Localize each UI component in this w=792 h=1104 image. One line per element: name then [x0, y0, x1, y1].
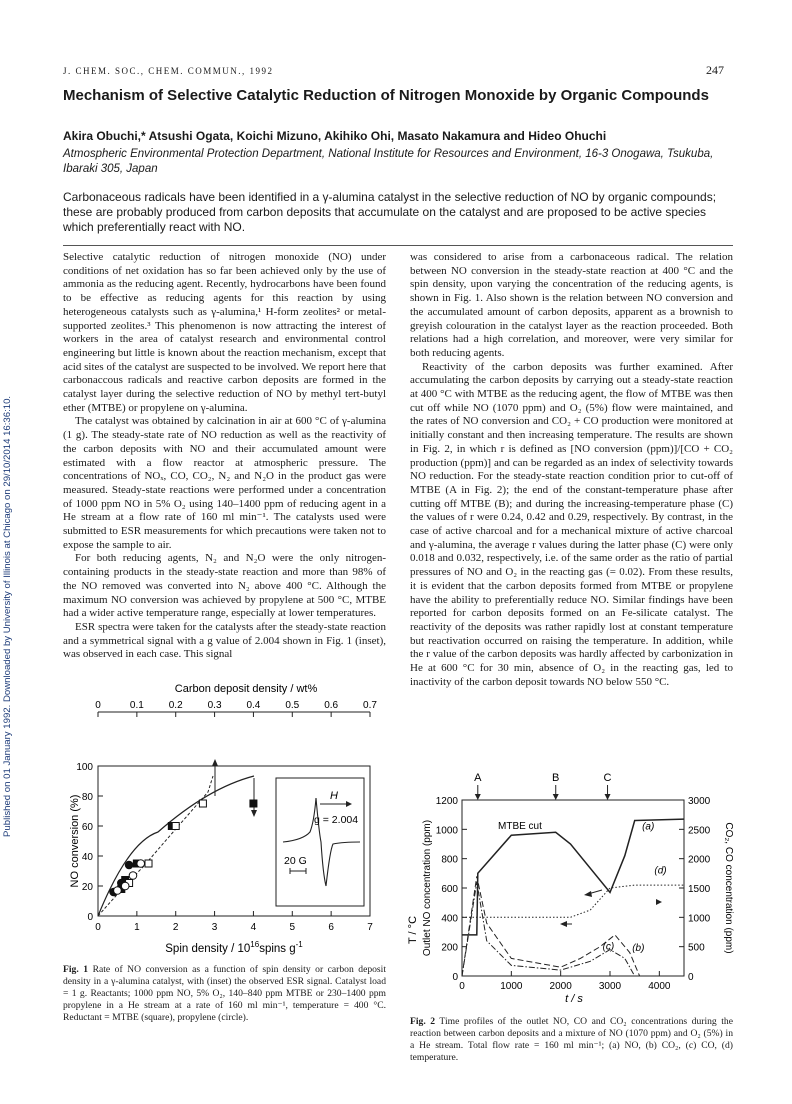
fig2-series-c [462, 882, 635, 976]
journal-header: J. CHEM. SOC., CHEM. COMMUN., 1992 [63, 66, 274, 76]
page-number: 247 [706, 63, 724, 77]
fig1-data-circle [121, 882, 129, 890]
fig2-left-tick-label: 1000 [435, 825, 458, 837]
fig1-x-tick-label: 1 [134, 922, 140, 933]
author-list: Akira Obuchi,* Atsushi Ogata, Koichi Mizuno, Akihiko Ohi, Masato Nakamura and Hideo Ohuchi [63, 129, 607, 143]
fig1-y-tick-label: 20 [81, 882, 93, 893]
fig1-top-tick-label: 0.7 [363, 700, 377, 711]
fig1-x-tick-label: 5 [289, 922, 296, 933]
fig2-x-tick-label: 0 [459, 981, 465, 992]
fig2-left-tick-label: 800 [441, 854, 458, 866]
caption-label: Fig. 1 [63, 964, 89, 975]
fig1-fit-curve-solid [98, 776, 254, 916]
mtbe-cut-label: MTBE cut [498, 821, 542, 832]
fig1-data-circle [114, 887, 122, 895]
fig2-series-d [462, 885, 684, 917]
fig2-temperature-axis-label: T / °C [407, 915, 419, 945]
fig2-right-tick-label: 1000 [688, 913, 711, 925]
fig1-x-tick-label: 0 [95, 922, 101, 933]
caption-text: Rate of NO conversion as a function of spin density or carbon deposit density in a γ-alumina catalyst, with (inset) the observed ESR signal. Catalyst load = 1 g. Reactants; 1000 ppm NO, 5% O₂, 140–840 ppm MTBE or 230–1400 ppm propylene in a He stream at a rate of 160 ml min⁻¹, temperature = 400 °C. Reductant = MTBE (square), propylene (circle). [63, 964, 386, 1023]
figure-1-caption [63, 964, 386, 1024]
fig2-left-tick-label: 0 [452, 972, 458, 983]
fig2-guide-arrowhead [584, 891, 592, 897]
fig1-y-tick-label: 60 [81, 822, 93, 833]
paragraph: For both reducing agents, N₂ and N₂O were the only nitrogen-containing products in the steady-state reaction and more than 98% of the NO removed was converted into N₂ above 400 °C. Although the maximum NO conversion was achieved by propylene at 500 °C, MTBE had a wider active temperature range, especially at lower temperatures. [63, 552, 386, 620]
fig1-x-tick-label: 6 [328, 922, 334, 933]
download-notice: Published on 01 January 1992. Downloaded by University of Illinois at Chicago on 29/10/2014 16:36:10. [2, 395, 13, 837]
fig1-arrowhead-down [251, 810, 257, 817]
fig1-x-tick-label: 3 [211, 922, 218, 933]
fig2-right-tick-label: 2000 [688, 854, 711, 866]
figure-1-chart [58, 682, 388, 960]
fig1-top-tick-label: 0.3 [207, 700, 222, 711]
fig1-y-tick-label: 40 [81, 852, 93, 863]
fig2-guide-arrowhead [560, 921, 567, 927]
fig2-right-tick-label: 2500 [688, 825, 711, 837]
paragraph: was considered to arise from a carbonaceous radical. The relation between NO conversion in the steady-state reaction at 400 °C and the spin density, upon varying the concentration of the reducing agents, is shown in Fig. 1. Also shown is the relation between NO conversion and the accumulated amount of carbon deposits, apparent as a brownish to greyish colouration in the catalyst layer as the reaction proceeded. Both relations had a high correlation, and moreover, were very similar for both reducing agents. [410, 251, 733, 359]
fig1-data-square [199, 800, 206, 807]
fig2-event-marker-B: B [552, 772, 560, 784]
fig1-x-axis-label [165, 940, 303, 955]
fig2-curve-label: (c) [602, 941, 615, 953]
fig2-curve-label: (b) [632, 943, 645, 955]
fig1-xlabel-base: Spin density / 10 [165, 943, 251, 955]
esr-g-value: g = 2.004 [314, 814, 359, 826]
fig2-guide-arrowhead [656, 899, 662, 905]
abstract: Carbonaceous radicals have been identified in a γ-alumina catalyst in the selective reduction of NO by organic compounds; these are probably produced from carbon deposits that accumulate on the catalyst and are proposed to be active species which preferentially react with NO. [63, 190, 717, 234]
fig2-series-b [462, 876, 640, 976]
fig1-data-square [250, 800, 257, 807]
caption-text: Time profiles of the outlet NO, CO and CO₂ concentrations during the reaction between carbon deposits and a mixture of NO (1070 ppm) and O₂ (5%) in a He stream. Total flow rate = 160 ml min⁻¹; (a) NO, (b) CO₂, (c) CO, (d) temperature. [410, 1016, 733, 1063]
fig2-left-tick-label: 200 [441, 942, 458, 954]
figure-2-caption [410, 1016, 733, 1064]
body-column-left [63, 251, 386, 662]
fig2-x-tick-label: 2000 [549, 981, 572, 992]
fig2-x-tick-label: 3000 [598, 981, 622, 992]
body-column-right [410, 251, 733, 690]
fig2-event-arrowhead [605, 794, 611, 800]
fig1-data-square [172, 823, 179, 830]
fig2-left-tick-label: 400 [441, 913, 458, 925]
fig1-top-tick-label: 0.1 [129, 700, 144, 711]
fig2-right-tick-label: 0 [688, 972, 694, 983]
fig2-right-tick-label: 1500 [688, 884, 711, 895]
fig1-y-tick-label: 80 [81, 792, 93, 803]
affiliation: Atmospheric Environmental Protection Department, National Institute for Resources and Environment, 16-3 Onogawa, Tsukuba, Ibaraki 305, Japan [63, 148, 714, 175]
fig1-arrowhead-up [212, 759, 218, 766]
fig1-data-square [145, 860, 152, 867]
fig2-series-a [462, 819, 684, 935]
fig1-top-axis-label: Carbon deposit density / wt% [174, 683, 318, 695]
article-title: Mechanism of Selective Catalytic Reduction of Nitrogen Monoxide by Organic Compounds [63, 87, 709, 104]
fig2-event-arrowhead [553, 794, 559, 800]
fig2-no-axis-label: Outlet NO concentration (ppm) [422, 819, 433, 957]
fig1-top-tick-label: 0.5 [285, 700, 300, 711]
paragraph: Selective catalytic reduction of nitrogen monoxide (NO) under conditions of net oxidation has so far been achieved only by the use of ammonia as the reducing agent. Recently, hydrocarbons have been found to be effective as reducing agents for this reaction by using heterogeneous catalysts such as γ-alumina,¹ H-form zeolites² or metal-supported zeolites.³ This phenomenon is now attracting the interest of workers in the area of catalyst research and environmental control engineering but little is known about the reaction mechanism, except that acid sites of the catalyst are suspected to be involved. We report here that carbonaccous radicals and reactive carbon deposits are formed in the catalyst layer during the selective reduction of NO by methyl tert-butyl ether (MTBE) or propylene on γ-alumina. [63, 251, 386, 414]
fig1-xlabel-exponent: 16 [250, 940, 260, 949]
fig1-x-tick-label: 7 [367, 922, 373, 933]
fig1-xlabel-unit: spins g [259, 943, 296, 955]
fig1-x-tick-label: 2 [172, 922, 179, 933]
fig2-right-tick-label: 500 [688, 942, 705, 954]
fig2-left-tick-label: 1200 [435, 796, 458, 807]
fig1-x-tick-label: 4 [250, 922, 257, 933]
fig2-curve-label: (a) [642, 821, 655, 833]
fig1-top-tick-label: 0 [95, 700, 101, 711]
fig1-top-tick-label: 0.4 [246, 700, 261, 711]
fig2-event-arrowhead [475, 794, 481, 800]
fig2-x-tick-label: 1000 [500, 981, 523, 992]
fig1-y-tick-label: 0 [87, 912, 93, 923]
fig1-data-circle [125, 861, 133, 869]
fig2-event-marker-A: A [474, 772, 482, 784]
fig2-right-tick-label: 3000 [688, 796, 711, 807]
fig2-event-marker-C: C [603, 772, 612, 784]
fig1-top-tick-label: 0.6 [324, 700, 339, 711]
caption-label: Fig. 2 [410, 1016, 436, 1027]
paragraph: The catalyst was obtained by calcination in air at 600 °C of γ-alumina (1 g). The steady-state rate of NO reduction as well as the reactivity of the carbon deposits with NO and their accumulated amount were estimated with a flow reactor at atmospheric pressure. The concentrations of NOₓ, CO, CO₂, N₂ and N₂O in the product gas were measured. Steady-state reactions were performed under a concentration of 1000 ppm NO in 5% O₂ using 140–1400 ppm of reducing agent in a He stream at a flow rate of 160 ml min⁻¹. The catalysts used were submitted to ESR measurements for which precautions were taken not to expose the sample to air. [63, 415, 386, 551]
paragraph: ESR spectra were taken for the catalysts after the steady-state reaction and a symmetrical signal with a g value of 2.004 shown in Fig. 1 (inset), was observed in each case. This signal [63, 620, 386, 661]
fig1-data-circle [129, 872, 137, 880]
fig1-data-circle [137, 860, 145, 868]
fig2-left-tick-label: 600 [441, 884, 458, 895]
fig1-xlabel-unit-exponent: -1 [295, 940, 303, 949]
fig1-y-tick-label: 100 [76, 762, 93, 773]
paragraph: Reactivity of the carbon deposits was further examined. After accumulating the carbon deposits by carrying out a steady-state reaction at 400 °C with MTBE as the reducing agent, the flow of MTBE was then cut off while NO (1070 ppm) and O₂ (5%) flow were maintained, and the rates of NO conversion and CO₂ + CO production were monitored at initially constant and then increasing temperature. The results are shown in Fig. 2, in which r is defined as [NO conversion (ppm)]/[CO + CO₂ production (ppm)] and can be regarded as an index of selectivity towards NO reduction. For the steady-state reaction condition prior to cut-off of MTBE (A in Fig. 2); the end of the constant-temperature phase after cutting off MTBE (B); and during the increasing-temperature phase (C) the values of r were 0.24, 0.42 and 0.29, respectively. By contrast, in the case of active charcoal and for a mechanical mixture of active charcoal and γ-alumina, the average r values during the latter phase (C) were only 0.018 and 0.032, respectively, i.e. of the same order as the ratio of partial pressures of NO and O₂ in the reacting gas (= 0.02). From these results, it is evident that the carbon deposits formed from MTBE or propylene have the ability to preferentially reduce NO. Similar findings have been reported for carbon deposits formed on an Fe-silicate catalyst. The reactivity of the deposits was rather rapidly lost at constant temperature but reactivation occurred on raising the temperature. In addition, while the r value of the carbon deposits was hardly affected by carbonization in He at 600 °C for 30 min, absence of O₂ in the reacting gas, led to inactivity of the carbon deposit towards NO below 550 °C. [410, 360, 733, 688]
fig2-x-tick-label: 4000 [648, 981, 671, 992]
fig1-y-axis-label: NO conversion (%) [69, 794, 81, 888]
esr-scale-label: 20 G [284, 855, 307, 867]
esr-field-label: H [330, 790, 338, 802]
header-rule [63, 245, 733, 246]
figure-2-chart [402, 770, 738, 1012]
fig2-x-axis-label: t / s [565, 993, 583, 1005]
fig2-right-axis-label: CO₂, CO concentration (ppm) [723, 822, 734, 954]
fig2-curve-label: (d) [654, 865, 667, 877]
fig1-top-tick-label: 0.2 [168, 700, 183, 711]
